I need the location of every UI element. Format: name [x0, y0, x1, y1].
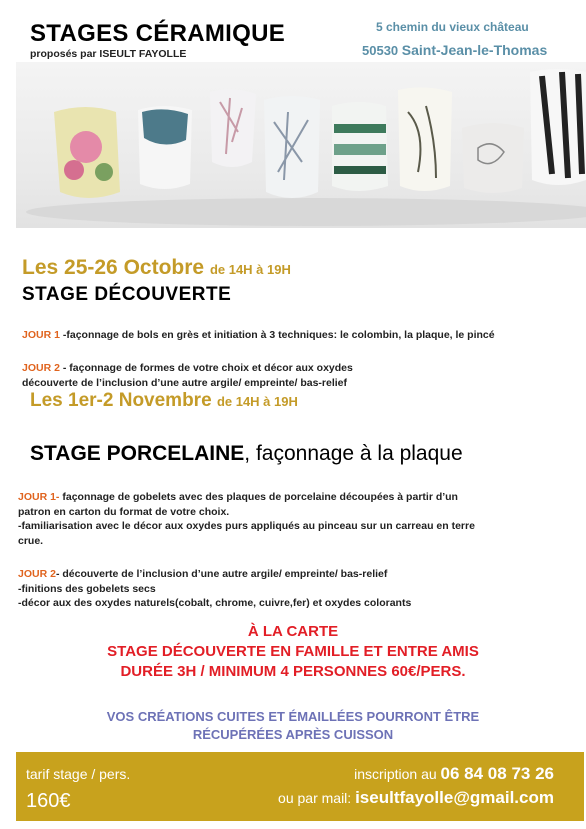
stage2-dates: [30, 390, 298, 412]
day-text: façonnage de gobelets avec des plaques de porcelaine découpées à partir d’un: [59, 491, 458, 503]
inscription-line: [354, 764, 554, 784]
page-title: STAGES CÉRAMIQUE: [30, 20, 286, 47]
stage2-day1: [18, 490, 578, 548]
address-postcode: 50530: [362, 43, 399, 58]
stage2-hours: de 14H à 19H: [216, 394, 298, 409]
stage1-dates: [22, 256, 291, 280]
stage2-title: [30, 442, 463, 466]
a-la-carte-block: [0, 622, 586, 682]
mail-line: [278, 788, 554, 808]
address-city-line: [362, 42, 547, 58]
day-label: JOUR 2: [18, 568, 56, 580]
day-text: patron en carton du format de votre choix.: [18, 505, 230, 518]
stage1-date-range: Les 25-26 Octobre: [22, 256, 205, 279]
day-label: JOUR 2: [22, 362, 60, 374]
stage1-hours: de 14H à 19H: [209, 262, 291, 277]
day-text: -familiarisation avec le décor aux oxydes purs appliqués au pinceau sur un carreau en terre: [18, 520, 475, 532]
inscription-label: inscription au: [354, 766, 441, 782]
mail-label: ou par mail:: [278, 790, 356, 806]
address-street: 5 chemin du vieux château: [376, 20, 529, 34]
notice-line: VOS CRÉATIONS CUITES ET ÉMAILLÉES POURRONT ÊTRE: [106, 709, 480, 724]
stage1-day1: [22, 328, 495, 343]
ceramics-illustration: [16, 62, 586, 228]
day-text: -finitions des gobelets secs: [18, 582, 156, 595]
stage2-date-range: Les 1er-2 Novembre: [30, 390, 212, 411]
address-city: Saint-Jean-le-Thomas: [401, 42, 548, 58]
day-text: -façonnage de bols en grès et initiation à 3 techniques: le colombin, la plaque, le pincé: [59, 329, 495, 341]
stage2-day2: [18, 567, 578, 611]
day-label: JOUR 1: [22, 329, 60, 341]
day-text: crue.: [18, 534, 44, 547]
a-la-carte-line: STAGE DÉCOUVERTE EN FAMILLE ET ENTRE AMIS: [107, 643, 479, 660]
day-text: - découverte de l’inclusion d’une autre argile/ empreinte/ bas-relief: [55, 568, 388, 580]
stage1-title: STAGE DÉCOUVERTE: [22, 284, 232, 305]
stage1-day2: [22, 361, 353, 390]
day-text: -décor aux des oxydes naturels(cobalt, chrome, cuivre,fer) et oxydes colorants: [18, 597, 412, 609]
day-label: JOUR 1-: [18, 491, 60, 503]
stage2-title-main: STAGE PORCELAINE: [30, 442, 245, 465]
a-la-carte-line: DURÉE 3H / MINIMUM 4 PERSONNES 60€/PERS.: [120, 663, 466, 680]
ceramics-photo: [16, 62, 586, 228]
day-text: - façonnage de formes de votre choix et décor aux oxydes: [59, 362, 353, 374]
tarif-label: tarif stage / pers.: [26, 766, 131, 782]
tarif-price: 160€: [26, 790, 71, 812]
day-text: découverte de l’inclusion d’une autre argile/ empreinte/ bas-relief: [22, 376, 348, 389]
page-subtitle: proposés par ISEULT FAYOLLE: [30, 48, 187, 60]
email-link[interactable]: iseultfayolle@gmail.com: [355, 788, 554, 807]
notice-block: [0, 708, 586, 744]
footer-banner: [16, 752, 584, 821]
notice-line: RÉCUPÉRÉES APRÈS CUISSON: [192, 727, 394, 742]
phone-number[interactable]: 06 84 08 73 26: [440, 764, 554, 783]
stage2-title-suffix: , façonnage à la plaque: [244, 442, 463, 465]
a-la-carte-heading: À LA CARTE: [247, 623, 339, 640]
